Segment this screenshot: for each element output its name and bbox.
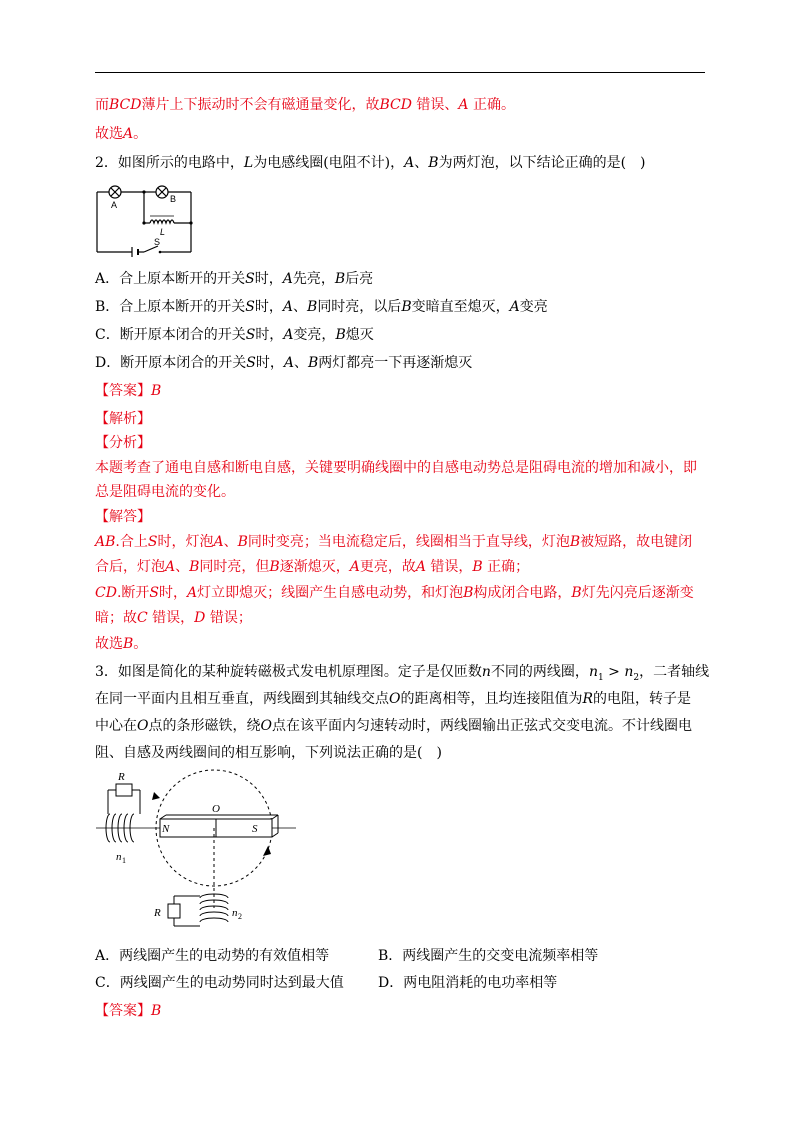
q2-solution-ab-1: AB.合上S时，灯泡A、B同时变亮；当电流稳定后，线圈相当于直导线，灯泡B被短路，故电键闭: [95, 534, 693, 550]
q3-stem-2: 在同一平面内且相互垂直，两线圈到其轴线交点O的距离相等，且均连接阻值为R的电阻，转子是: [95, 691, 692, 707]
q2-fenxi-heading: 【分析】: [95, 435, 151, 451]
inductor-label: L: [160, 227, 166, 237]
q3-option-a: A．两线圈产生的电动势的有效值相等: [95, 948, 330, 964]
q2-stem: 2．如图所示的电路中，L为电感线圈(电阻不计)，A、B为两灯泡，以下结论正确的是( ): [95, 155, 646, 171]
r1-label: R: [118, 771, 125, 783]
q2-jieda-heading: 【解答】: [95, 509, 151, 525]
q2-option-d: D．断开原本闭合的开关S时，A、B两灯都亮一下再逐渐熄灭: [95, 355, 473, 371]
q2-option-a: A．合上原本断开的开关S时，A先亮，B后亮: [95, 271, 374, 287]
q2-solution-cd-2: 暗；故C 错误，D 错误；: [95, 610, 252, 626]
prev-final-answer: 故选A。: [95, 126, 148, 142]
lamp-b-label: B: [170, 194, 177, 204]
q3-generator-figure: [96, 768, 296, 938]
q2-jiexi-heading: 【解析】: [95, 411, 151, 427]
q2-answer: 【答案】B: [95, 383, 162, 399]
n-pole-label: N: [162, 823, 170, 835]
switch-label: S: [154, 237, 161, 247]
q2-solution-ab-2: 合后，灯泡A、B同时亮，但B逐渐熄灭，A更亮，故A 错误，B 正确；: [95, 559, 530, 575]
q3-stem-1: 3．如图是简化的某种旋转磁极式发电机原理图。定子是仅匝数n不同的两线圈，$n_1 > n_2$，二者轴线: [95, 664, 710, 683]
q3-option-b: B．两线圈产生的交变电流频率相等: [378, 948, 599, 964]
prev-solution-line: 而BCD薄片上下振动时不会有磁通量变化，故BCD 错误、A 正确。: [95, 97, 515, 113]
q2-option-b: B．合上原本断开的开关S时，A、B同时亮，以后B变暗直至熄灭，A变亮: [95, 299, 548, 315]
q3-stem-3: 中心在O点的条形磁铁，绕O点在该平面内匀速转动时，两线圈输出正弦式交变电流。不计线圈电: [95, 718, 692, 734]
o-label: O: [212, 803, 220, 815]
q2-fenxi-text-2: 总是阻碍电流的变化。: [95, 484, 235, 500]
svg-text:2: 2: [238, 912, 242, 921]
q2-circuit-figure: [94, 180, 198, 260]
q3-option-c: C．两线圈产生的电动势同时达到最大值: [95, 975, 344, 991]
n2-label: n: [232, 907, 238, 919]
q3-option-d: D．两电阻消耗的电功率相等: [378, 975, 558, 991]
q2-option-c: C．断开原本闭合的开关S时，A变亮，B熄灭: [95, 327, 374, 343]
q2-fenxi-text-1: 本题考查了通电自感和断电自感，关键要明确线圈中的自感电动势总是阻碍电流的增加和减小，即: [95, 460, 697, 476]
svg-text:1: 1: [122, 856, 126, 865]
q2-solution-cd-1: CD.断开S时，A灯立即熄灭；线圈产生自感电动势，和灯泡B构成闭合电路，B灯先闪亮后逐渐变: [95, 585, 694, 601]
s-pole-label: S: [252, 823, 258, 835]
q3-stem-4: 阻、自感及两线圈间的相互影响，下列说法正确的是( ): [95, 745, 442, 761]
n1-label: n: [116, 851, 122, 863]
header-rule: [95, 72, 705, 73]
lamp-a-label: A: [111, 200, 118, 210]
q3-answer: 【答案】B: [95, 1003, 162, 1019]
q2-final-answer: 故选B。: [95, 636, 148, 652]
r2-label: R: [154, 907, 161, 919]
